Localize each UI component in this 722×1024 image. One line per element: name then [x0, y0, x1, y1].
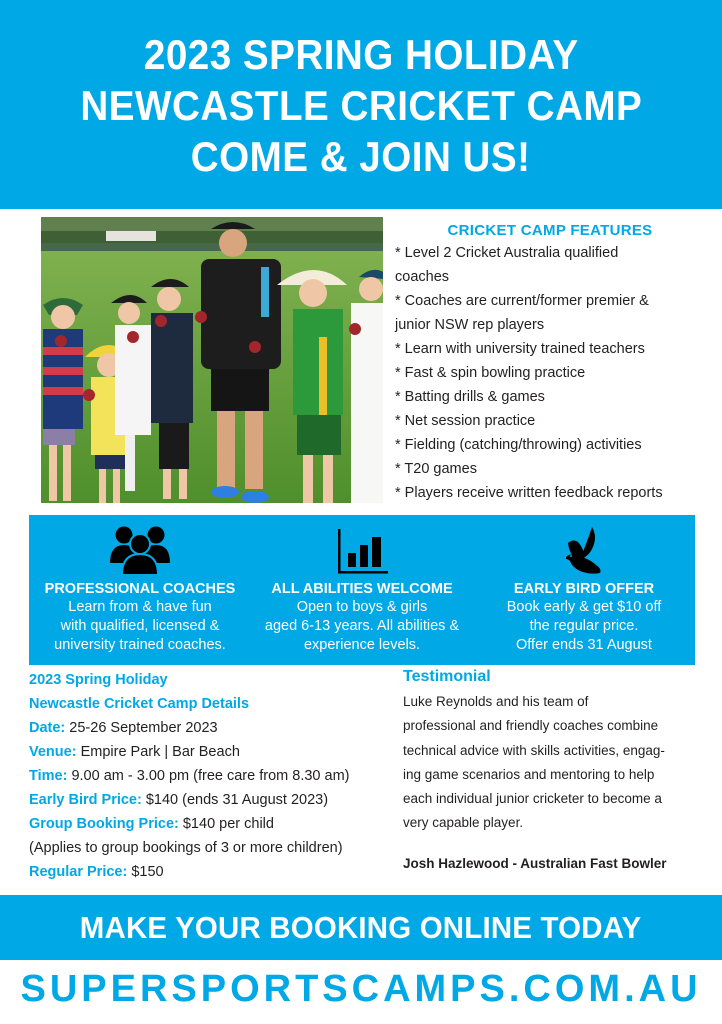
bar-chart-icon: [336, 517, 388, 575]
booking-cta-banner[interactable]: [0, 895, 722, 960]
testimonial-line: each individual junior cricketer to become a: [403, 791, 662, 807]
testimonial-quote: [403, 690, 703, 836]
highlight-text-line: university trained coaches.: [54, 637, 226, 653]
header-title-line-2: NEWCASTLE CRICKET CAMP: [80, 82, 642, 129]
detail-label: Early Bird Price:: [29, 792, 142, 808]
highlight-text-line: the regular price.: [529, 618, 639, 634]
details-heading-1: 2023 Spring Holiday: [29, 672, 168, 688]
highlight-title: PROFESSIONAL COACHES: [44, 581, 236, 597]
website-link[interactable]: [0, 963, 722, 1015]
booking-cta-label: MAKE YOUR BOOKING ONLINE TODAY: [80, 909, 642, 945]
feature-line: * Fielding (catching/throwing) activities: [395, 437, 642, 453]
header-title-line-3: COME & JOIN US!: [191, 133, 531, 180]
detail-value: (Applies to group bookings of 3 or more children): [29, 840, 343, 856]
detail-value: $140 per child: [178, 816, 274, 832]
testimonial-line: ing game scenarios and mentoring to help: [403, 766, 655, 782]
features-title: CRICKET CAMP FEATURES: [447, 222, 653, 239]
highlight-text-line: with qualified, licensed &: [60, 618, 220, 634]
feature-line: junior NSW rep players: [395, 317, 545, 333]
people-group-icon: [109, 517, 171, 575]
highlight-all-abilities: [251, 515, 473, 665]
detail-label: Group Booking Price:: [29, 816, 179, 832]
highlight-title: ALL ABILITIES WELCOME: [271, 581, 453, 597]
highlight-text-line: Offer ends 31 August: [516, 637, 652, 653]
feature-line: * Net session practice: [395, 413, 536, 429]
detail-label: Venue:: [29, 744, 77, 760]
detail-time: [29, 764, 394, 788]
highlight-text: [265, 598, 459, 655]
detail-label: Time:: [29, 768, 68, 784]
testimonial-title: Testimonial: [403, 668, 491, 685]
feature-line: * Fast & spin bowling practice: [395, 365, 586, 381]
highlight-text-line: Learn from & have fun: [68, 599, 212, 615]
detail-value: $140 (ends 31 August 2023): [141, 792, 329, 808]
detail-value: 25-26 September 2023: [65, 720, 218, 736]
detail-label: Regular Price:: [29, 864, 128, 880]
highlight-text: [507, 598, 662, 655]
testimonial-line: technical advice with skills activities, engag-: [403, 742, 665, 758]
camp-features: [395, 222, 717, 505]
detail-value: $150: [127, 864, 164, 880]
testimonial-line: very capable player.: [403, 815, 524, 831]
highlight-text: [54, 598, 226, 655]
testimonial-line: professional and friendly coaches combine: [403, 718, 659, 734]
testimonial-author: Josh Hazlewood - Australian Fast Bowler: [403, 855, 667, 871]
detail-early-bird-price: [29, 788, 394, 812]
highlight-professional-coaches: [29, 515, 251, 665]
detail-regular-price: [29, 860, 394, 884]
highlight-title: EARLY BIRD OFFER: [513, 581, 655, 597]
feature-line: coaches: [395, 269, 450, 285]
feature-line: * Players receive written feedback reports: [395, 485, 663, 501]
bird-icon: [562, 517, 606, 575]
highlight-text-line: Book early & get $10 off: [506, 599, 662, 615]
highlight-text-line: experience levels.: [303, 637, 421, 653]
header-title-line-1: 2023 SPRING HOLIDAY: [143, 31, 579, 78]
website-url: SUPERSPORTSCAMPS.COM.AU: [20, 967, 702, 1010]
highlight-early-bird: [473, 515, 695, 665]
feature-line: * Level 2 Cricket Australia qualified: [395, 245, 619, 261]
highlight-text-line: Open to boys & girls: [296, 599, 428, 615]
feature-line: * Coaches are current/former premier &: [395, 293, 649, 309]
feature-line: * Learn with university trained teachers: [395, 341, 645, 357]
camp-photo: [41, 217, 383, 503]
detail-label: Date:: [29, 720, 66, 736]
highlight-text-line: aged 6-13 years. All abilities &: [264, 618, 460, 634]
testimonial: [403, 666, 703, 871]
header-banner: [0, 0, 722, 209]
detail-venue: [29, 740, 394, 764]
camp-details: [29, 668, 394, 884]
detail-group-price: [29, 812, 394, 836]
details-heading-2: Newcastle Cricket Camp Details: [29, 696, 250, 712]
detail-group-note: [29, 836, 394, 860]
feature-line: * Batting drills & games: [395, 389, 545, 405]
highlights-band: [29, 515, 695, 665]
feature-line: * T20 games: [395, 461, 477, 477]
detail-date: [29, 716, 394, 740]
detail-value: Empire Park | Bar Beach: [76, 744, 240, 760]
testimonial-line: Luke Reynolds and his team of: [403, 694, 589, 709]
detail-value: 9.00 am - 3.00 pm (free care from 8.30 am): [67, 768, 350, 784]
